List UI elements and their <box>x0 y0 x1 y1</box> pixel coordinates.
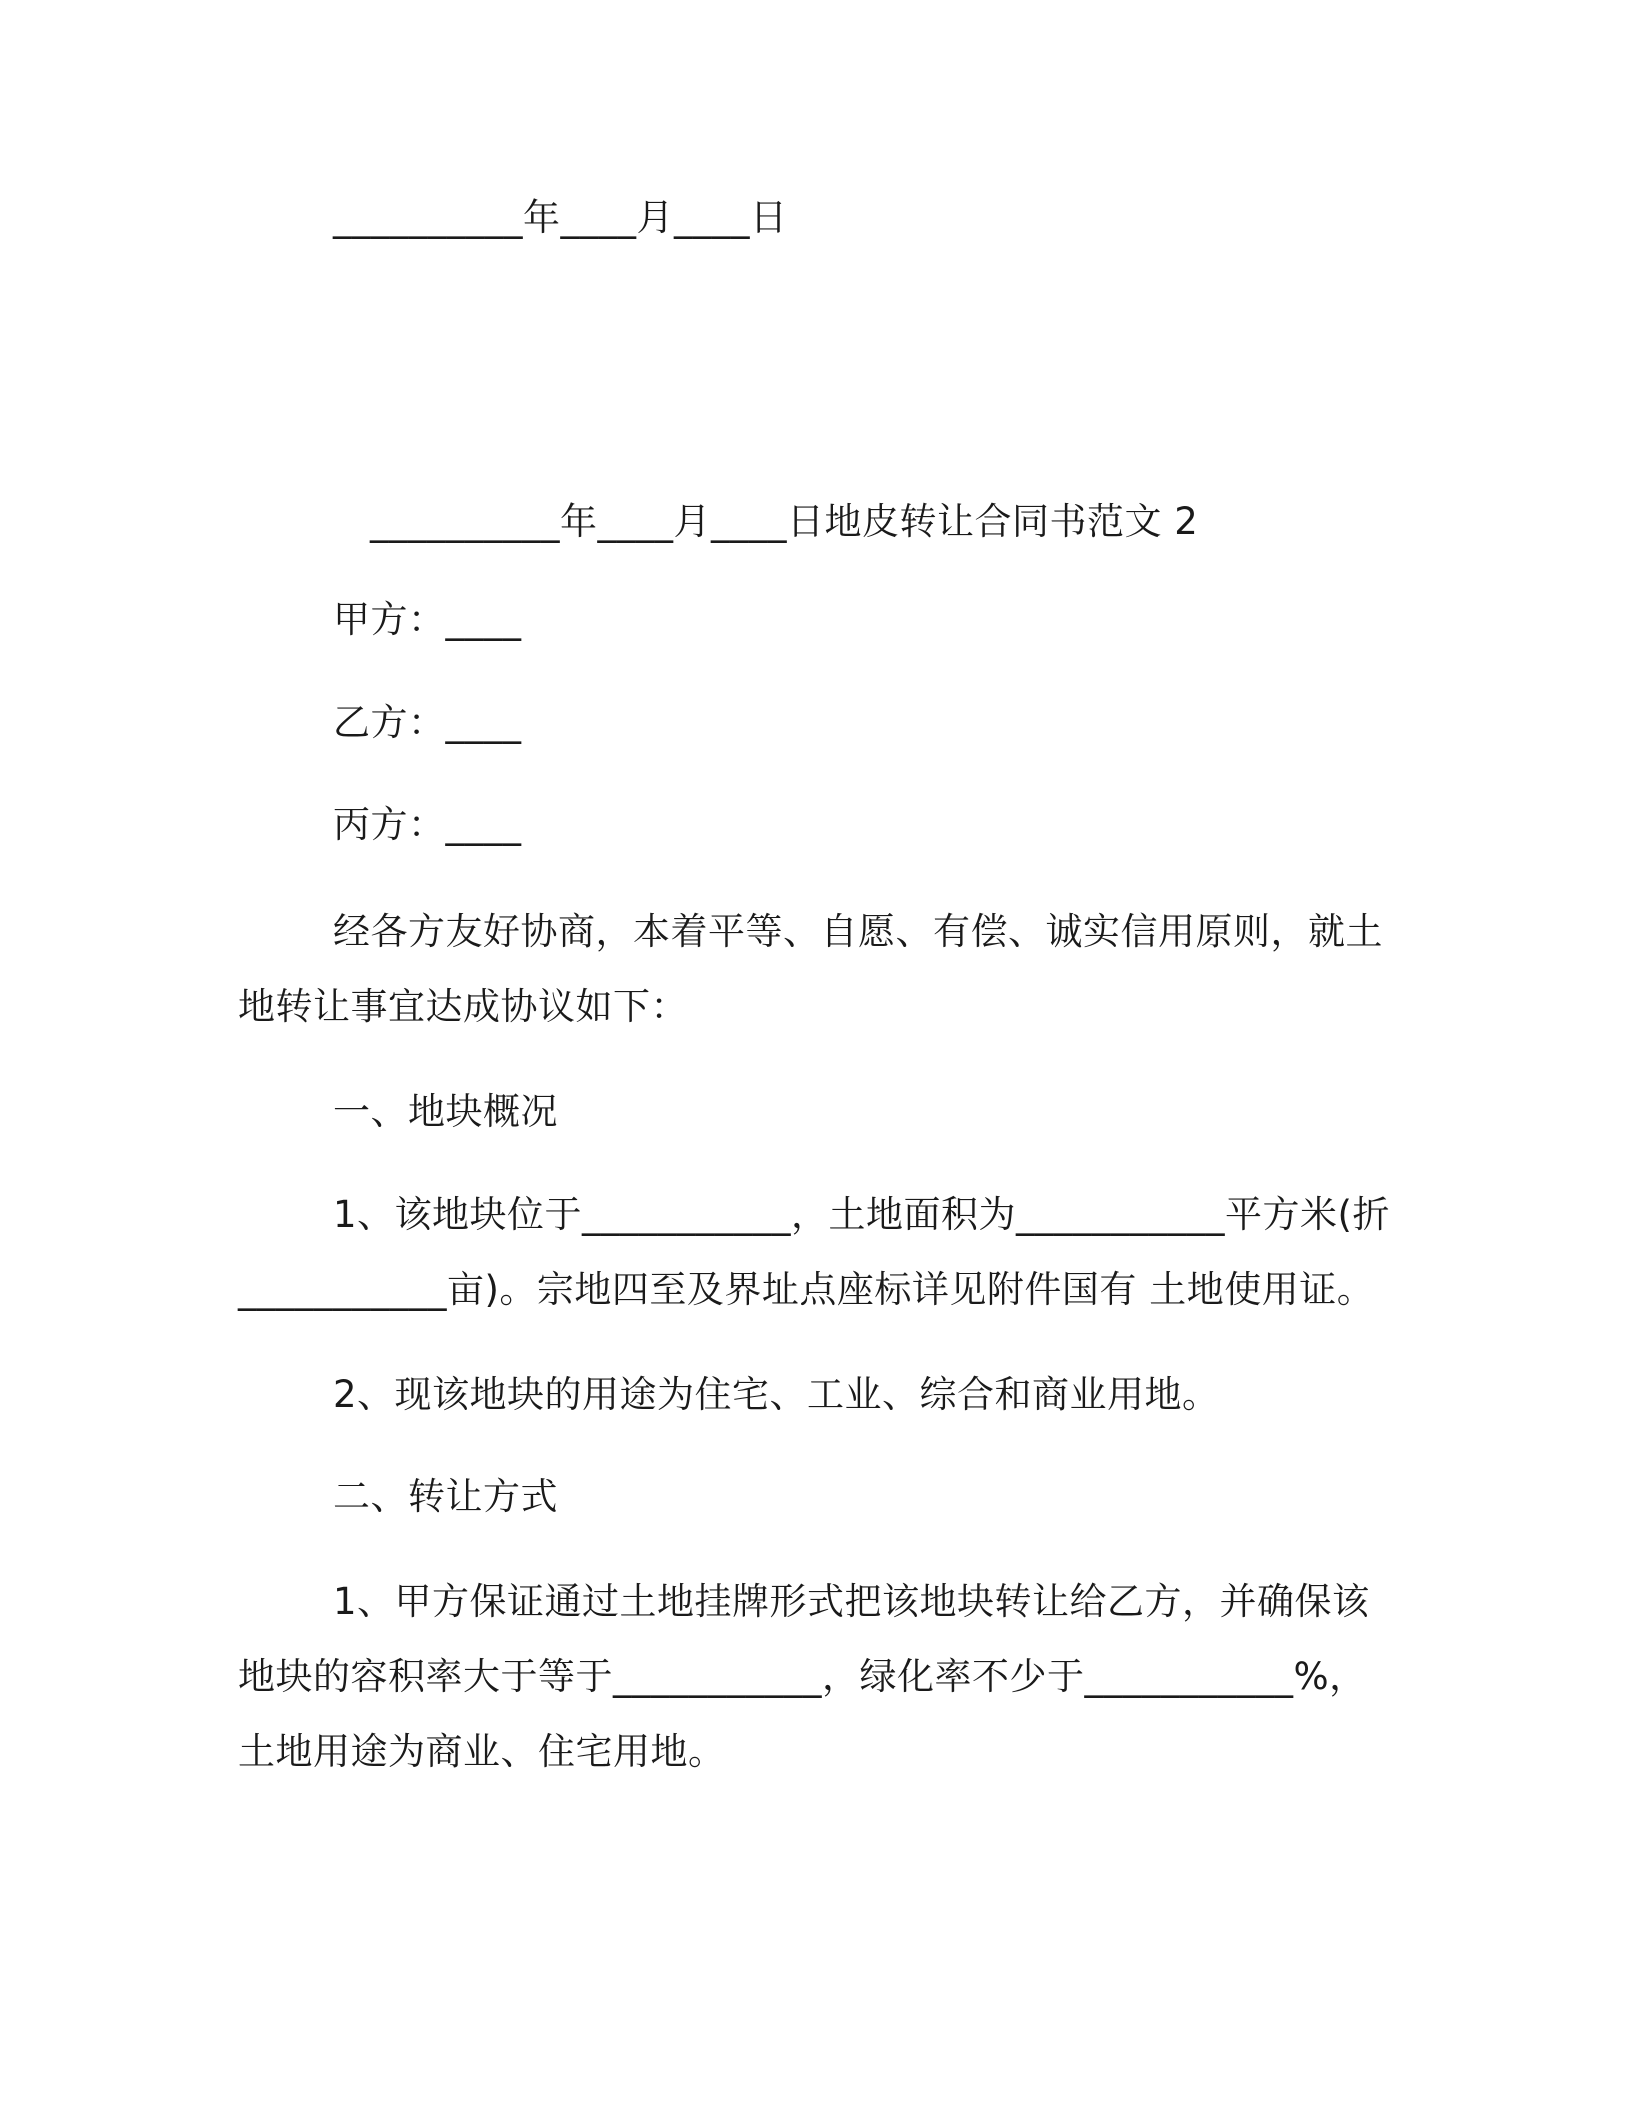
intro-paragraph-line-2: 地转让事宜达成协议如下： <box>238 985 688 1028</box>
section-2-item-1-line-1: 1、甲方保证通过土地挂牌形式把该地块转让给乙方，并确保该 <box>333 1580 1370 1623</box>
section-1-item-2: 2、现该地块的用途为住宅、工业、综合和商业用地。 <box>333 1373 1220 1416</box>
intro-paragraph-line-1: 经各方友好协商，本着平等、自愿、有偿、诚实信用原则，就土 <box>333 910 1383 953</box>
party-b-line: 乙方：____ <box>333 701 522 744</box>
document-title: __________年____月____日地皮转让合同书范文 2 <box>370 500 1199 543</box>
section-2-heading: 二、转让方式 <box>333 1475 558 1518</box>
section-2-item-1-line-2: 地块的容积率大于等于___________，绿化率不少于___________%， <box>238 1655 1367 1698</box>
party-a-line: 甲方：____ <box>333 598 522 641</box>
party-c-line: 丙方：____ <box>333 803 522 846</box>
section-1-heading: 一、地块概况 <box>333 1090 558 1133</box>
section-1-item-1-line-2: ___________亩)。宗地四至及界址点座标详见附件国有 土地使用证。 <box>238 1268 1375 1311</box>
date-line: __________年____月____日 <box>333 196 788 239</box>
section-2-item-1-line-3: 土地用途为商业、住宅用地。 <box>238 1730 726 1773</box>
section-1-item-1-line-1: 1、该地块位于___________，土地面积为___________平方米(折 <box>333 1193 1390 1236</box>
